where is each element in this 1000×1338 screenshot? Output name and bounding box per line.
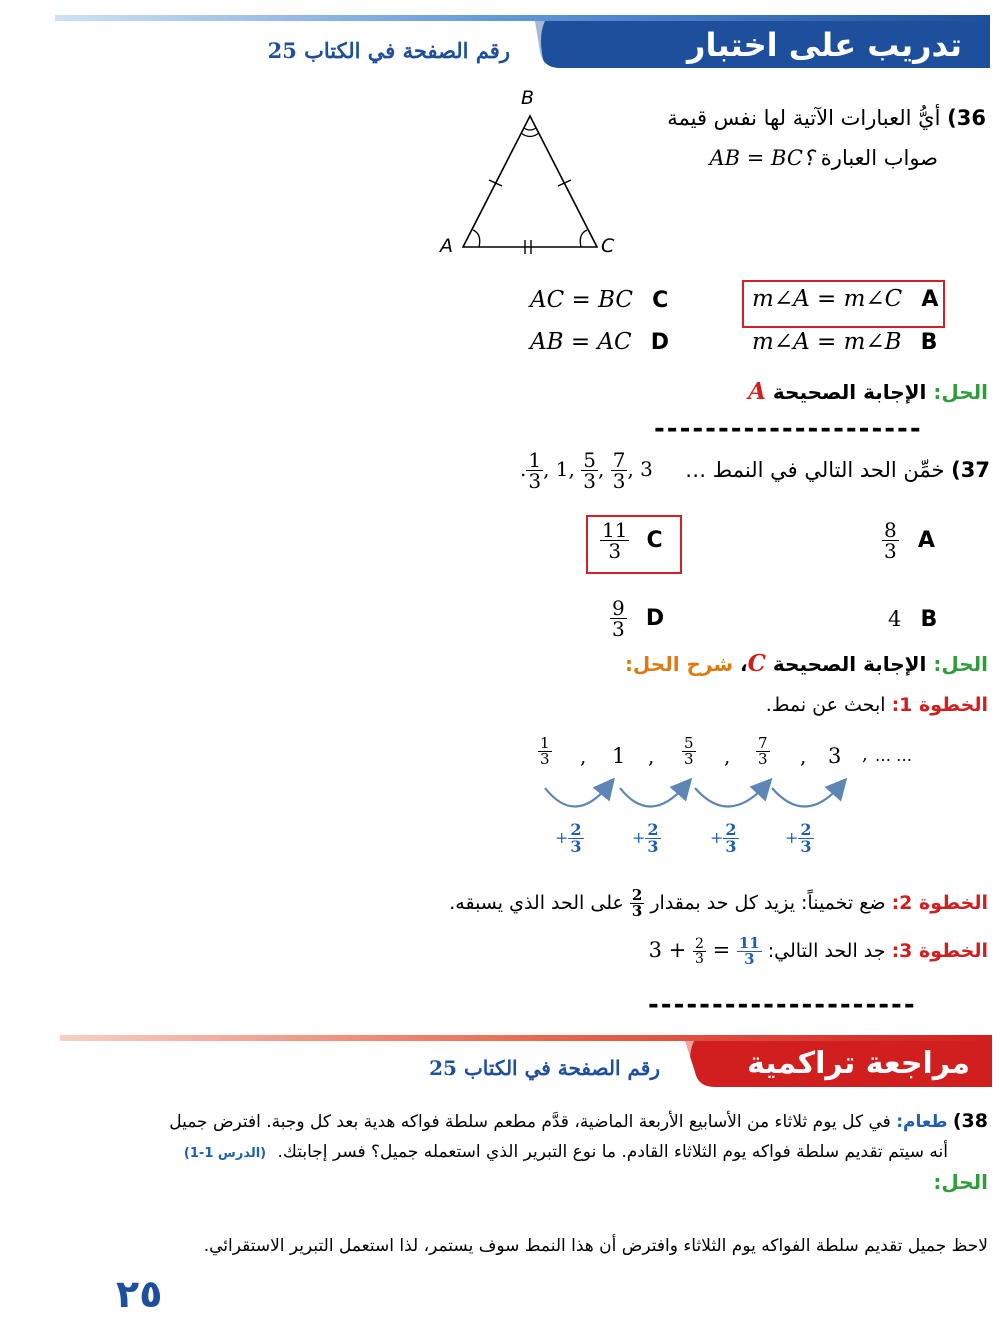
pattern-term: $\frac{1}{3}$ [540,734,550,768]
solution-answer: A [748,378,766,405]
header-page-ref: رقم الصفحة في الكتاب 25 [429,1056,660,1080]
q37-solution [625,650,988,677]
option-a[interactable] [882,520,935,561]
option-numerator: 8 [884,518,897,542]
question-expression: AB = BC؟ [709,146,815,170]
option-letter: C [646,528,663,553]
option-expression: m∠A = m∠B [752,329,902,355]
header-title: تدريب على اختبار [687,26,962,64]
solution-label: الحل: [933,380,988,404]
lesson-reference: (الدرس 1-1) [183,1146,267,1161]
step-2 [449,888,988,919]
pattern-diagram: $\frac{1}{3}$ , 1 , $\frac{5}{3}$ , $\frac{7}{3}$ , 3 , … … + $\frac{2}{3}$ + $\frac{2}{3}$ + $\frac{2}{3}$ + $\frac{2}{3}$ [520,730,940,875]
step-label: الخطوة 3: [891,940,988,962]
option-c[interactable] [530,287,668,313]
question-37 [510,450,990,500]
header-practice-test [55,12,990,74]
step-text: جد الحد التالي: [767,940,886,962]
increment-label: + $\frac{2}{3}$ [710,820,737,856]
question-number: 37) [951,458,990,482]
vertex-label-b: B [521,87,535,109]
option-letter: A [917,528,935,553]
header-title: مراجعة تراكمية [747,1046,970,1081]
vertex-label-a: A [440,235,453,257]
solution-text: الإجابة الصحيحة [772,380,927,404]
question-38 [48,1106,988,1169]
question-text-line1: أيُّ العبارات الآتية لها نفس قيمة [667,106,941,130]
question-number: 38) [952,1110,988,1132]
q38-solution-label: الحل: [933,1170,988,1194]
option-letter: A [921,287,939,312]
option-letter: D [645,606,665,631]
option-denominator: 3 [600,540,629,561]
question-number: 36) [947,106,986,130]
vertex-label-c: C [601,235,615,257]
step-text-post: على الحد الذي يسبقه. [449,892,624,914]
step-fraction: $\frac{2}{3}$ [631,886,643,920]
option-numerator: 9 [612,596,625,620]
question-text-line1: في كل يوم ثلاثاء من الأسابيع الأربعة الماضية، قدَّم مطعم سلطة فواكه هدية بعد كل وجبة. افترض جميل [169,1112,891,1132]
option-numerator: 11 [602,518,628,542]
triangle-drawing [430,82,630,267]
option-a[interactable] [752,286,942,312]
option-d[interactable] [530,329,669,355]
increment-label: + $\frac{2}{3}$ [785,820,812,856]
option-expression: AB = AC [530,329,632,355]
q38-solution-text: لاحظ جميل تقديم سلطة الفواكه يوم الثلاثاء وافترض أن هذا النمط سوف يستمر، لذا استعمل التبرير الاستقرائي. [203,1236,988,1256]
solution-answer: C [747,650,766,677]
step-expression: 3 + $\frac{2}{3}$ = $\frac{11}{3}$ [648,934,760,968]
pattern-term: $\frac{7}{3}$ [758,734,768,768]
header-page-ref: رقم الصفحة في الكتاب 25 [267,38,510,63]
option-value: 4 [888,607,902,631]
page-number: ٢٥ [116,1272,163,1316]
option-d[interactable] [610,598,664,639]
seq-term: $\frac{5}{3}$ [583,448,596,493]
pattern-tail: … … [875,746,913,765]
step-3 [649,936,988,967]
header-cumulative-review [60,1030,992,1092]
option-letter: C [652,288,669,313]
explain-label: شرح الحل: [624,652,734,676]
triangle-figure [430,82,630,267]
pattern-term: $\frac{5}{3}$ [684,734,694,768]
question-text: خمِّن الحد التالي في النمط … [685,458,945,482]
option-denominator: 3 [612,617,625,641]
pattern-term: 1 [612,744,626,768]
pattern-term: 3 [828,744,842,768]
question-text-line2: صواب العبارة [820,146,938,170]
option-letter: B [920,330,938,355]
option-expression: AC = BC [530,287,634,313]
seq-term: $\frac{7}{3}$ [612,448,626,493]
increment-label: + $\frac{2}{3}$ [555,820,582,856]
question-text-line2: أنه سيتم تقديم سلطة فواكه يوم الثلاثاء القادم. ما نوع التبرير الذي استعمله جميل؟ فسر إجابتك. [277,1142,948,1162]
solution-separator: ، [740,652,748,676]
option-letter: B [920,607,938,632]
step-1 [766,694,988,716]
option-c[interactable] [600,520,663,561]
divider-1: --------------------- [654,414,923,444]
option-letter: D [650,330,669,355]
option-denominator: 3 [884,539,897,563]
q36-solution [748,378,988,405]
increment-label: + $\frac{2}{3}$ [632,820,659,856]
solution-label: الحل: [933,652,988,676]
option-expression: m∠A = m∠C [752,286,903,312]
step-text: ضع تخميناً: يزيد كل حد بمقدار [650,892,886,914]
step-text: ابحث عن نمط. [765,694,886,716]
seq-term: $\frac{1}{3}$ [528,448,542,493]
step-label: الخطوة 2: [891,892,988,914]
option-b[interactable] [752,329,942,355]
question-sequence: . $\frac{1}{3}$ , 1, $\frac{5}{3}$ , $\frac{7}{3}$ , 3 [520,448,653,493]
question-36 [646,98,986,178]
option-b[interactable] [888,607,937,632]
divider-2: --------------------- [648,990,917,1020]
solution-text: الإجابة الصحيحة [772,652,927,676]
step-label: الخطوة 1: [891,694,988,716]
question-topic: طعام: [896,1112,948,1132]
